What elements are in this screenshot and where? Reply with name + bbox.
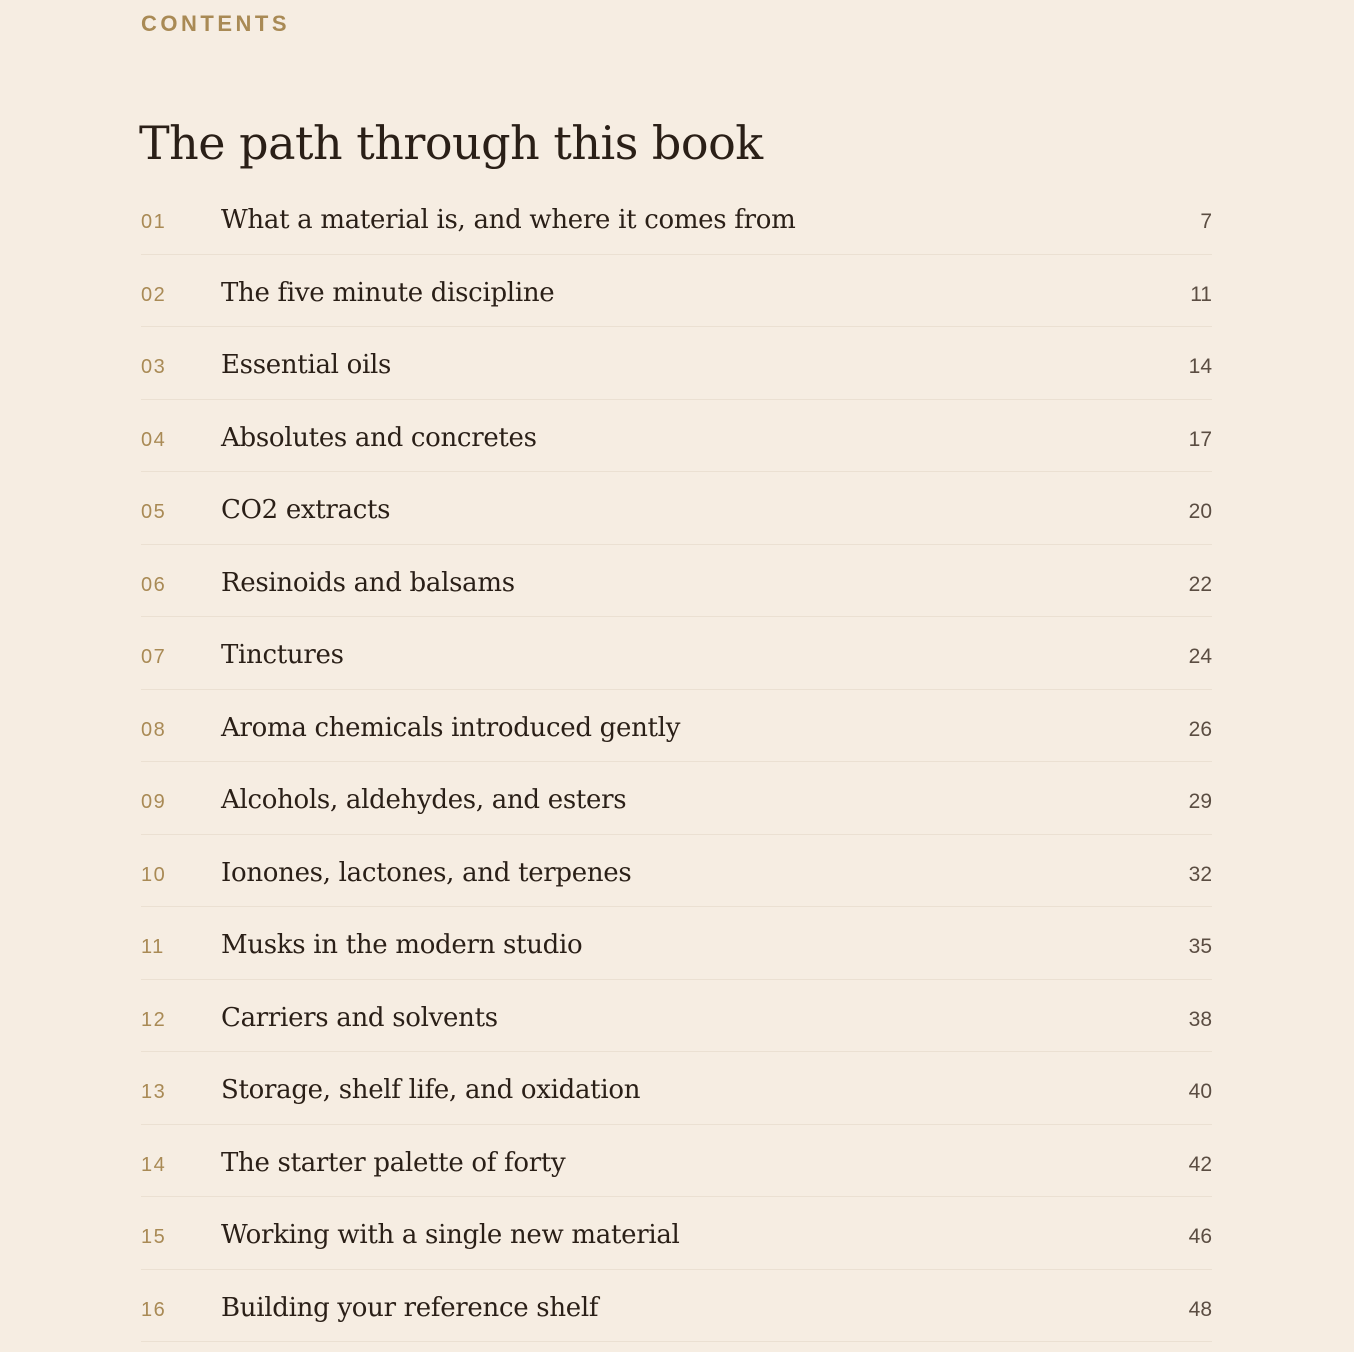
page-number: 22 [1188, 573, 1212, 596]
chapter-number: 12 [141, 1009, 167, 1031]
page-number: 11 [1190, 283, 1212, 306]
chapter-number: 05 [141, 501, 167, 523]
chapter-title[interactable]: Aroma chemicals introduced gently [221, 713, 681, 743]
chapter-title[interactable]: Storage, shelf life, and oxidation [221, 1075, 641, 1105]
chapter-title[interactable]: Ionones, lactones, and terpenes [221, 858, 632, 888]
chapter-number: 14 [141, 1154, 167, 1176]
chapter-title[interactable]: Building your reference shelf [221, 1293, 599, 1323]
page-number: 7 [1200, 210, 1212, 233]
page-number: 26 [1188, 718, 1212, 741]
page-title: The path through this book [139, 116, 763, 170]
chapter-title[interactable]: Musks in the modern studio [221, 930, 583, 960]
chapter-number: 16 [141, 1299, 167, 1321]
toc-row[interactable] [141, 835, 1212, 907]
page-number: 38 [1188, 1008, 1212, 1031]
page-number: 42 [1188, 1153, 1212, 1176]
chapter-title[interactable]: Essential oils [221, 350, 392, 380]
toc-row[interactable] [141, 1052, 1212, 1125]
toc-row[interactable] [141, 690, 1212, 762]
chapter-title[interactable]: The five minute discipline [221, 278, 555, 308]
chapter-title[interactable]: Absolutes and concretes [221, 423, 537, 453]
chapter-number: 09 [141, 791, 167, 813]
page-number: 46 [1188, 1225, 1212, 1248]
chapter-title[interactable]: CO2 extracts [221, 495, 391, 525]
toc-row[interactable] [141, 907, 1212, 980]
chapter-number: 11 [141, 936, 165, 958]
chapter-number: 13 [141, 1081, 167, 1103]
chapter-title[interactable]: Resinoids and balsams [221, 568, 515, 598]
chapter-title[interactable]: What a material is, and where it comes from [221, 205, 796, 235]
chapter-number: 07 [141, 646, 167, 668]
chapter-title[interactable]: Tinctures [221, 640, 344, 670]
toc-row[interactable] [141, 400, 1212, 472]
chapter-number: 06 [141, 574, 167, 596]
page-number: 14 [1188, 355, 1212, 378]
toc-row[interactable] [141, 472, 1212, 545]
chapter-number: 03 [141, 356, 167, 378]
page-number: 17 [1188, 428, 1212, 451]
toc-row[interactable] [141, 327, 1212, 400]
toc-row[interactable] [141, 1197, 1212, 1270]
chapter-number: 02 [141, 284, 167, 306]
chapter-title[interactable]: Carriers and solvents [221, 1003, 498, 1033]
chapter-number: 10 [141, 864, 167, 886]
chapter-number: 15 [141, 1226, 167, 1248]
chapter-number: 08 [141, 719, 167, 741]
page-number: 24 [1188, 645, 1212, 668]
toc-row[interactable] [141, 762, 1212, 835]
toc-row[interactable] [141, 1125, 1212, 1197]
chapter-title[interactable]: Alcohols, aldehydes, and esters [221, 785, 627, 815]
toc-row[interactable] [141, 545, 1212, 617]
toc-row[interactable] [141, 1270, 1212, 1342]
toc-row[interactable] [141, 980, 1212, 1052]
chapter-title[interactable]: Working with a single new material [221, 1220, 680, 1250]
chapter-number: 01 [141, 211, 167, 233]
page-number: 20 [1188, 500, 1212, 523]
page-number: 35 [1188, 935, 1212, 958]
toc-row[interactable] [141, 255, 1212, 327]
chapter-title[interactable]: The starter palette of forty [221, 1148, 566, 1178]
page-number: 40 [1188, 1080, 1212, 1103]
contents-eyebrow: CONTENTS [141, 11, 290, 36]
toc-row[interactable] [141, 617, 1212, 690]
chapter-number: 04 [141, 429, 167, 451]
page-number: 48 [1188, 1298, 1212, 1321]
toc-row[interactable] [141, 182, 1212, 255]
table-of-contents [141, 182, 1212, 1342]
page-number: 29 [1188, 790, 1212, 813]
page-number: 32 [1188, 863, 1212, 886]
